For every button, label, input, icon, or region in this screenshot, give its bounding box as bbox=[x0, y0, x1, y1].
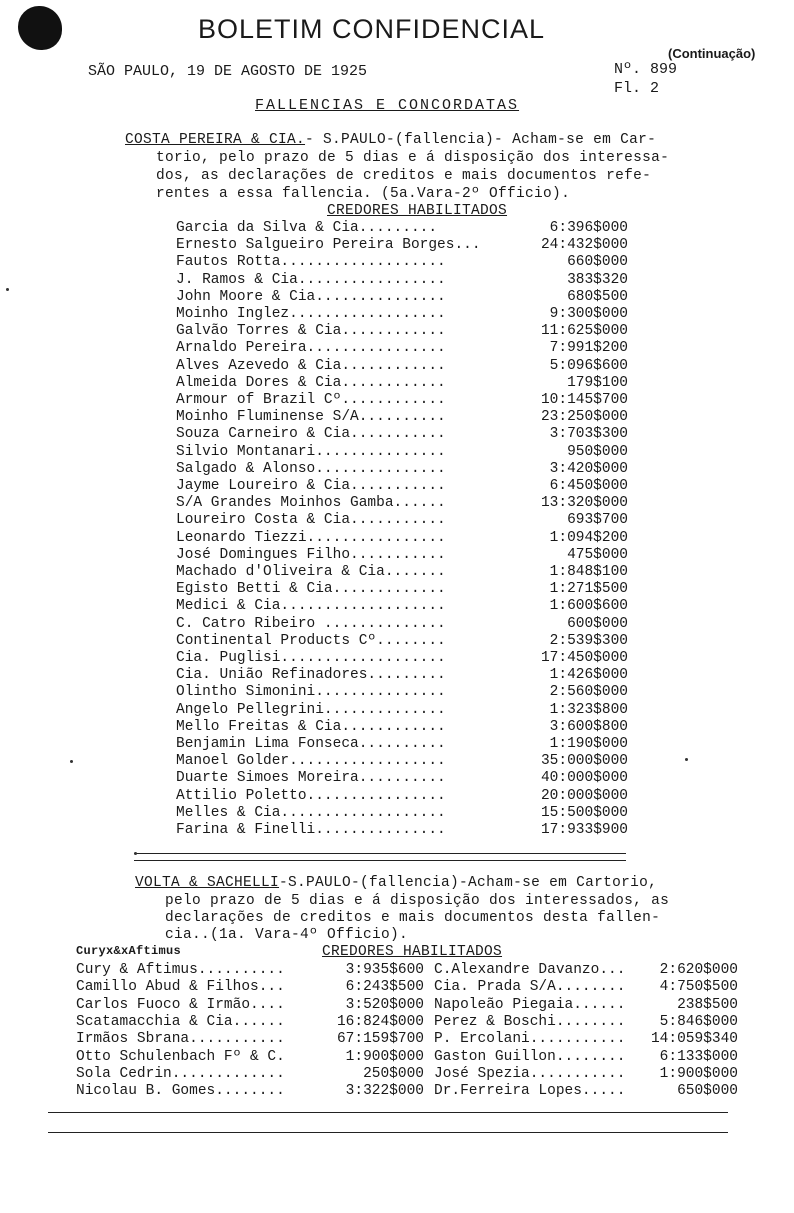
creditor-amount: 17:933$900 bbox=[540, 822, 628, 838]
creditor-amount: 600$000 bbox=[567, 615, 628, 632]
page-title: BOLETIM CONFIDENCIAL bbox=[198, 14, 546, 44]
creditor-amount: 9:300$000 bbox=[549, 306, 628, 322]
creditor-name: Camillo Abud & Filhos... bbox=[76, 979, 285, 996]
creditor-amount: 6:133$000 bbox=[659, 1048, 738, 1065]
case2-name: VOLTA & SACHELLI bbox=[135, 875, 280, 891]
divider bbox=[134, 853, 626, 854]
creditor-amount: 15:500$000 bbox=[540, 804, 628, 821]
creditor-amount: 1:426$000 bbox=[549, 667, 628, 684]
creditor-name: José Spezia........... bbox=[434, 1065, 626, 1082]
creditor-name: José Domingues Filho........... bbox=[176, 546, 446, 563]
creditor-name: Sola Cedrin............. bbox=[76, 1065, 285, 1082]
creditor-amount: 1:094$200 bbox=[549, 529, 628, 546]
divider bbox=[48, 1132, 728, 1133]
creditor-amount: 383$320 bbox=[567, 271, 628, 288]
creditor-name: C.Alexandre Davanzo... bbox=[434, 962, 626, 978]
creditor-name: Leonardo Tiezzi................ bbox=[176, 529, 446, 546]
case1-first-line bbox=[125, 132, 656, 148]
creditor-name: Nicolau B. Gomes........ bbox=[76, 1083, 285, 1100]
case2-text-line: declarações de creditos e mais documentos desta fallen- bbox=[165, 910, 661, 926]
case2-text-line: -S.PAULO-(fallencia)-Acham-se em Cartorio, bbox=[279, 875, 658, 891]
creditor-name: Alves Azevedo & Cia............ bbox=[176, 357, 446, 374]
creditor-name: Almeida Dores & Cia............ bbox=[176, 374, 446, 391]
case1-name: COSTA PEREIRA & CIA. bbox=[125, 132, 306, 148]
creditor-amount: 1:848$100 bbox=[549, 564, 628, 580]
case2-text-line: cia..(1a. Vara-4º Officio). bbox=[165, 927, 409, 943]
creditor-name: Medici & Cia................... bbox=[176, 598, 446, 615]
creditor-amount: 11:625$000 bbox=[540, 323, 628, 340]
creditor-amount: 2:539$300 bbox=[549, 632, 628, 649]
creditor-amount: 5:846$000 bbox=[659, 1013, 738, 1030]
speck bbox=[685, 758, 688, 761]
creditor-name: Gaston Guillon........ bbox=[434, 1048, 626, 1065]
section-title: FALLENCIAS E CONCORDATAS bbox=[255, 97, 520, 114]
creditor-amount: 1:190$000 bbox=[549, 736, 628, 752]
creditor-name: Scatamacchia & Cia...... bbox=[76, 1013, 285, 1030]
creditor-amount: 2:620$000 bbox=[659, 962, 738, 978]
bulletin-number: Nº. 899 bbox=[614, 61, 678, 78]
case1-creditors-title: CREDORES HABILITADOS bbox=[327, 203, 508, 219]
creditor-amount: 1:900$000 bbox=[659, 1065, 738, 1082]
creditor-name: Attilio Poletto................ bbox=[176, 787, 446, 804]
struck-text: Curyx&xAftimus bbox=[76, 944, 182, 958]
ink-blot bbox=[18, 6, 62, 50]
creditor-amount: 35:000$000 bbox=[540, 753, 628, 770]
case2-text-line: pelo prazo de 5 dias e á disposição dos interessados, as bbox=[165, 893, 670, 909]
case1-text-line: rentes a essa fallencia. (5a.Vara-2º Officio). bbox=[156, 186, 571, 202]
creditor-name: Perez & Boschi........ bbox=[434, 1013, 626, 1030]
creditor-amount: 14:059$340 bbox=[650, 1031, 738, 1048]
creditor-name: Manoel Golder.................. bbox=[176, 753, 446, 770]
creditor-amount: 950$000 bbox=[567, 443, 628, 460]
creditor-amount: 20:000$000 bbox=[540, 787, 628, 804]
creditor-amount: 693$700 bbox=[567, 512, 628, 529]
creditor-amount: 3:703$300 bbox=[549, 426, 628, 443]
case1-text-line: torio, pelo prazo de 5 dias e á disposição dos interessa- bbox=[156, 150, 670, 166]
creditor-amount: 660$000 bbox=[567, 254, 628, 271]
creditor-name: Moinho Fluminense S/A.......... bbox=[176, 409, 446, 426]
creditor-name: Napoleão Piegaia...... bbox=[434, 996, 626, 1013]
speck bbox=[6, 288, 9, 291]
creditor-name: Carlos Fuoco & Irmão.... bbox=[76, 996, 285, 1013]
creditor-amount: 179$100 bbox=[567, 374, 628, 391]
creditor-amount: 1:900$000 bbox=[345, 1048, 424, 1065]
creditor-amount: 40:000$000 bbox=[540, 770, 628, 787]
creditor-name: Mello Freitas & Cia............ bbox=[176, 718, 446, 735]
creditor-amount: 250$000 bbox=[363, 1065, 424, 1082]
creditor-name: Angelo Pellegrini.............. bbox=[176, 701, 446, 718]
creditor-name: Loureiro Costa & Cia........... bbox=[176, 512, 446, 529]
creditor-amount: 680$500 bbox=[567, 288, 628, 305]
creditor-amount: 13:320$000 bbox=[540, 495, 628, 512]
creditor-name: S/A Grandes Moinhos Gamba...... bbox=[176, 495, 446, 512]
creditor-amount: 3:520$000 bbox=[345, 996, 424, 1013]
creditor-name: Otto Schulenbach Fº & C. bbox=[76, 1048, 285, 1065]
creditor-name: Dr.Ferreira Lopes..... bbox=[434, 1083, 626, 1100]
creditor-amount: 6:450$000 bbox=[549, 478, 628, 494]
creditor-amount: 3:935$600 bbox=[345, 962, 424, 978]
creditor-name: Galvão Torres & Cia............ bbox=[176, 323, 446, 340]
creditor-amount: 16:824$000 bbox=[336, 1013, 424, 1030]
creditor-amount: 10:145$700 bbox=[540, 392, 628, 408]
creditor-name: Duarte Simoes Moreira.......... bbox=[176, 770, 446, 787]
creditor-amount: 1:600$600 bbox=[549, 598, 628, 615]
creditor-name: J. Ramos & Cia................. bbox=[176, 271, 446, 288]
creditor-name: Salgado & Alonso............... bbox=[176, 460, 446, 477]
creditor-name: Continental Products Cº........ bbox=[176, 632, 446, 649]
continuation-label: (Continuação) bbox=[668, 46, 756, 61]
creditor-amount: 23:250$000 bbox=[540, 409, 628, 426]
creditor-name: Farina & Finelli............... bbox=[176, 822, 446, 838]
creditor-name: Cia. Puglisi................... bbox=[176, 650, 446, 666]
creditor-name: John Moore & Cia............... bbox=[176, 288, 446, 305]
creditor-amount: 2:560$000 bbox=[549, 684, 628, 701]
creditor-amount: 24:432$000 bbox=[540, 237, 628, 254]
divider bbox=[134, 860, 626, 861]
case1-text-line: - S.PAULO-(fallencia)- Acham-se em Car- bbox=[305, 132, 657, 148]
creditor-name: Cia. Prada S/A........ bbox=[434, 979, 626, 996]
creditor-amount: 17:450$000 bbox=[540, 650, 628, 666]
creditor-name: Garcia da Silva & Cia......... bbox=[176, 220, 438, 236]
creditor-amount: 475$000 bbox=[567, 546, 628, 563]
creditor-name: Armour of Brazil Cº............ bbox=[176, 392, 446, 408]
speck bbox=[134, 852, 137, 855]
creditor-amount: 238$500 bbox=[677, 996, 738, 1013]
creditor-amount: 1:271$500 bbox=[549, 581, 628, 598]
creditor-name: Arnaldo Pereira................ bbox=[176, 340, 446, 357]
case2-creditors-title: CREDORES HABILITADOS bbox=[322, 944, 503, 960]
creditor-name: Egisto Betti & Cia............. bbox=[176, 581, 446, 598]
creditor-amount: 6:243$500 bbox=[345, 979, 424, 996]
creditor-name: Ernesto Salgueiro Pereira Borges... bbox=[176, 237, 481, 254]
creditor-amount: 4:750$500 bbox=[659, 979, 738, 996]
divider bbox=[48, 1112, 728, 1113]
case1-text-line: dos, as declarações de creditos e mais documentos refe- bbox=[156, 168, 652, 184]
creditor-name: Machado d'Oliveira & Cia....... bbox=[176, 564, 446, 580]
creditor-name: Cury & Aftimus.......... bbox=[76, 962, 285, 978]
creditor-name: Moinho Inglez.................. bbox=[176, 306, 446, 322]
creditor-name: Souza Carneiro & Cia........... bbox=[176, 426, 446, 443]
creditor-name: P. Ercolani........... bbox=[434, 1031, 626, 1048]
creditor-amount: 3:420$000 bbox=[549, 460, 628, 477]
creditor-amount: 3:322$000 bbox=[345, 1083, 424, 1100]
speck bbox=[70, 760, 73, 763]
sheet-number: Fl. 2 bbox=[614, 80, 660, 97]
creditor-name: Melles & Cia................... bbox=[176, 804, 446, 821]
creditor-amount: 5:096$600 bbox=[549, 357, 628, 374]
creditor-name: Jayme Loureiro & Cia........... bbox=[176, 478, 446, 494]
place-date: SÃO PAULO, 19 DE AGOSTO DE 1925 bbox=[88, 63, 368, 80]
creditor-name: C. Catro Ribeiro .............. bbox=[176, 615, 446, 632]
creditor-name: Cia. União Refinadores......... bbox=[176, 667, 446, 684]
creditor-name: Benjamin Lima Fonseca.......... bbox=[176, 736, 446, 752]
creditor-amount: 1:323$800 bbox=[549, 701, 628, 718]
creditor-amount: 3:600$800 bbox=[549, 718, 628, 735]
creditor-amount: 67:159$700 bbox=[336, 1031, 424, 1048]
case2-first-line bbox=[135, 875, 657, 891]
creditor-name: Olintho Simonini............... bbox=[176, 684, 446, 701]
creditor-amount: 6:396$000 bbox=[549, 220, 628, 236]
creditor-name: Fautos Rotta................... bbox=[176, 254, 446, 271]
creditor-name: Irmãos Sbrana........... bbox=[76, 1031, 285, 1048]
creditor-amount: 7:991$200 bbox=[549, 340, 628, 357]
creditor-amount: 650$000 bbox=[677, 1083, 738, 1100]
creditor-name: Silvio Montanari............... bbox=[176, 443, 446, 460]
